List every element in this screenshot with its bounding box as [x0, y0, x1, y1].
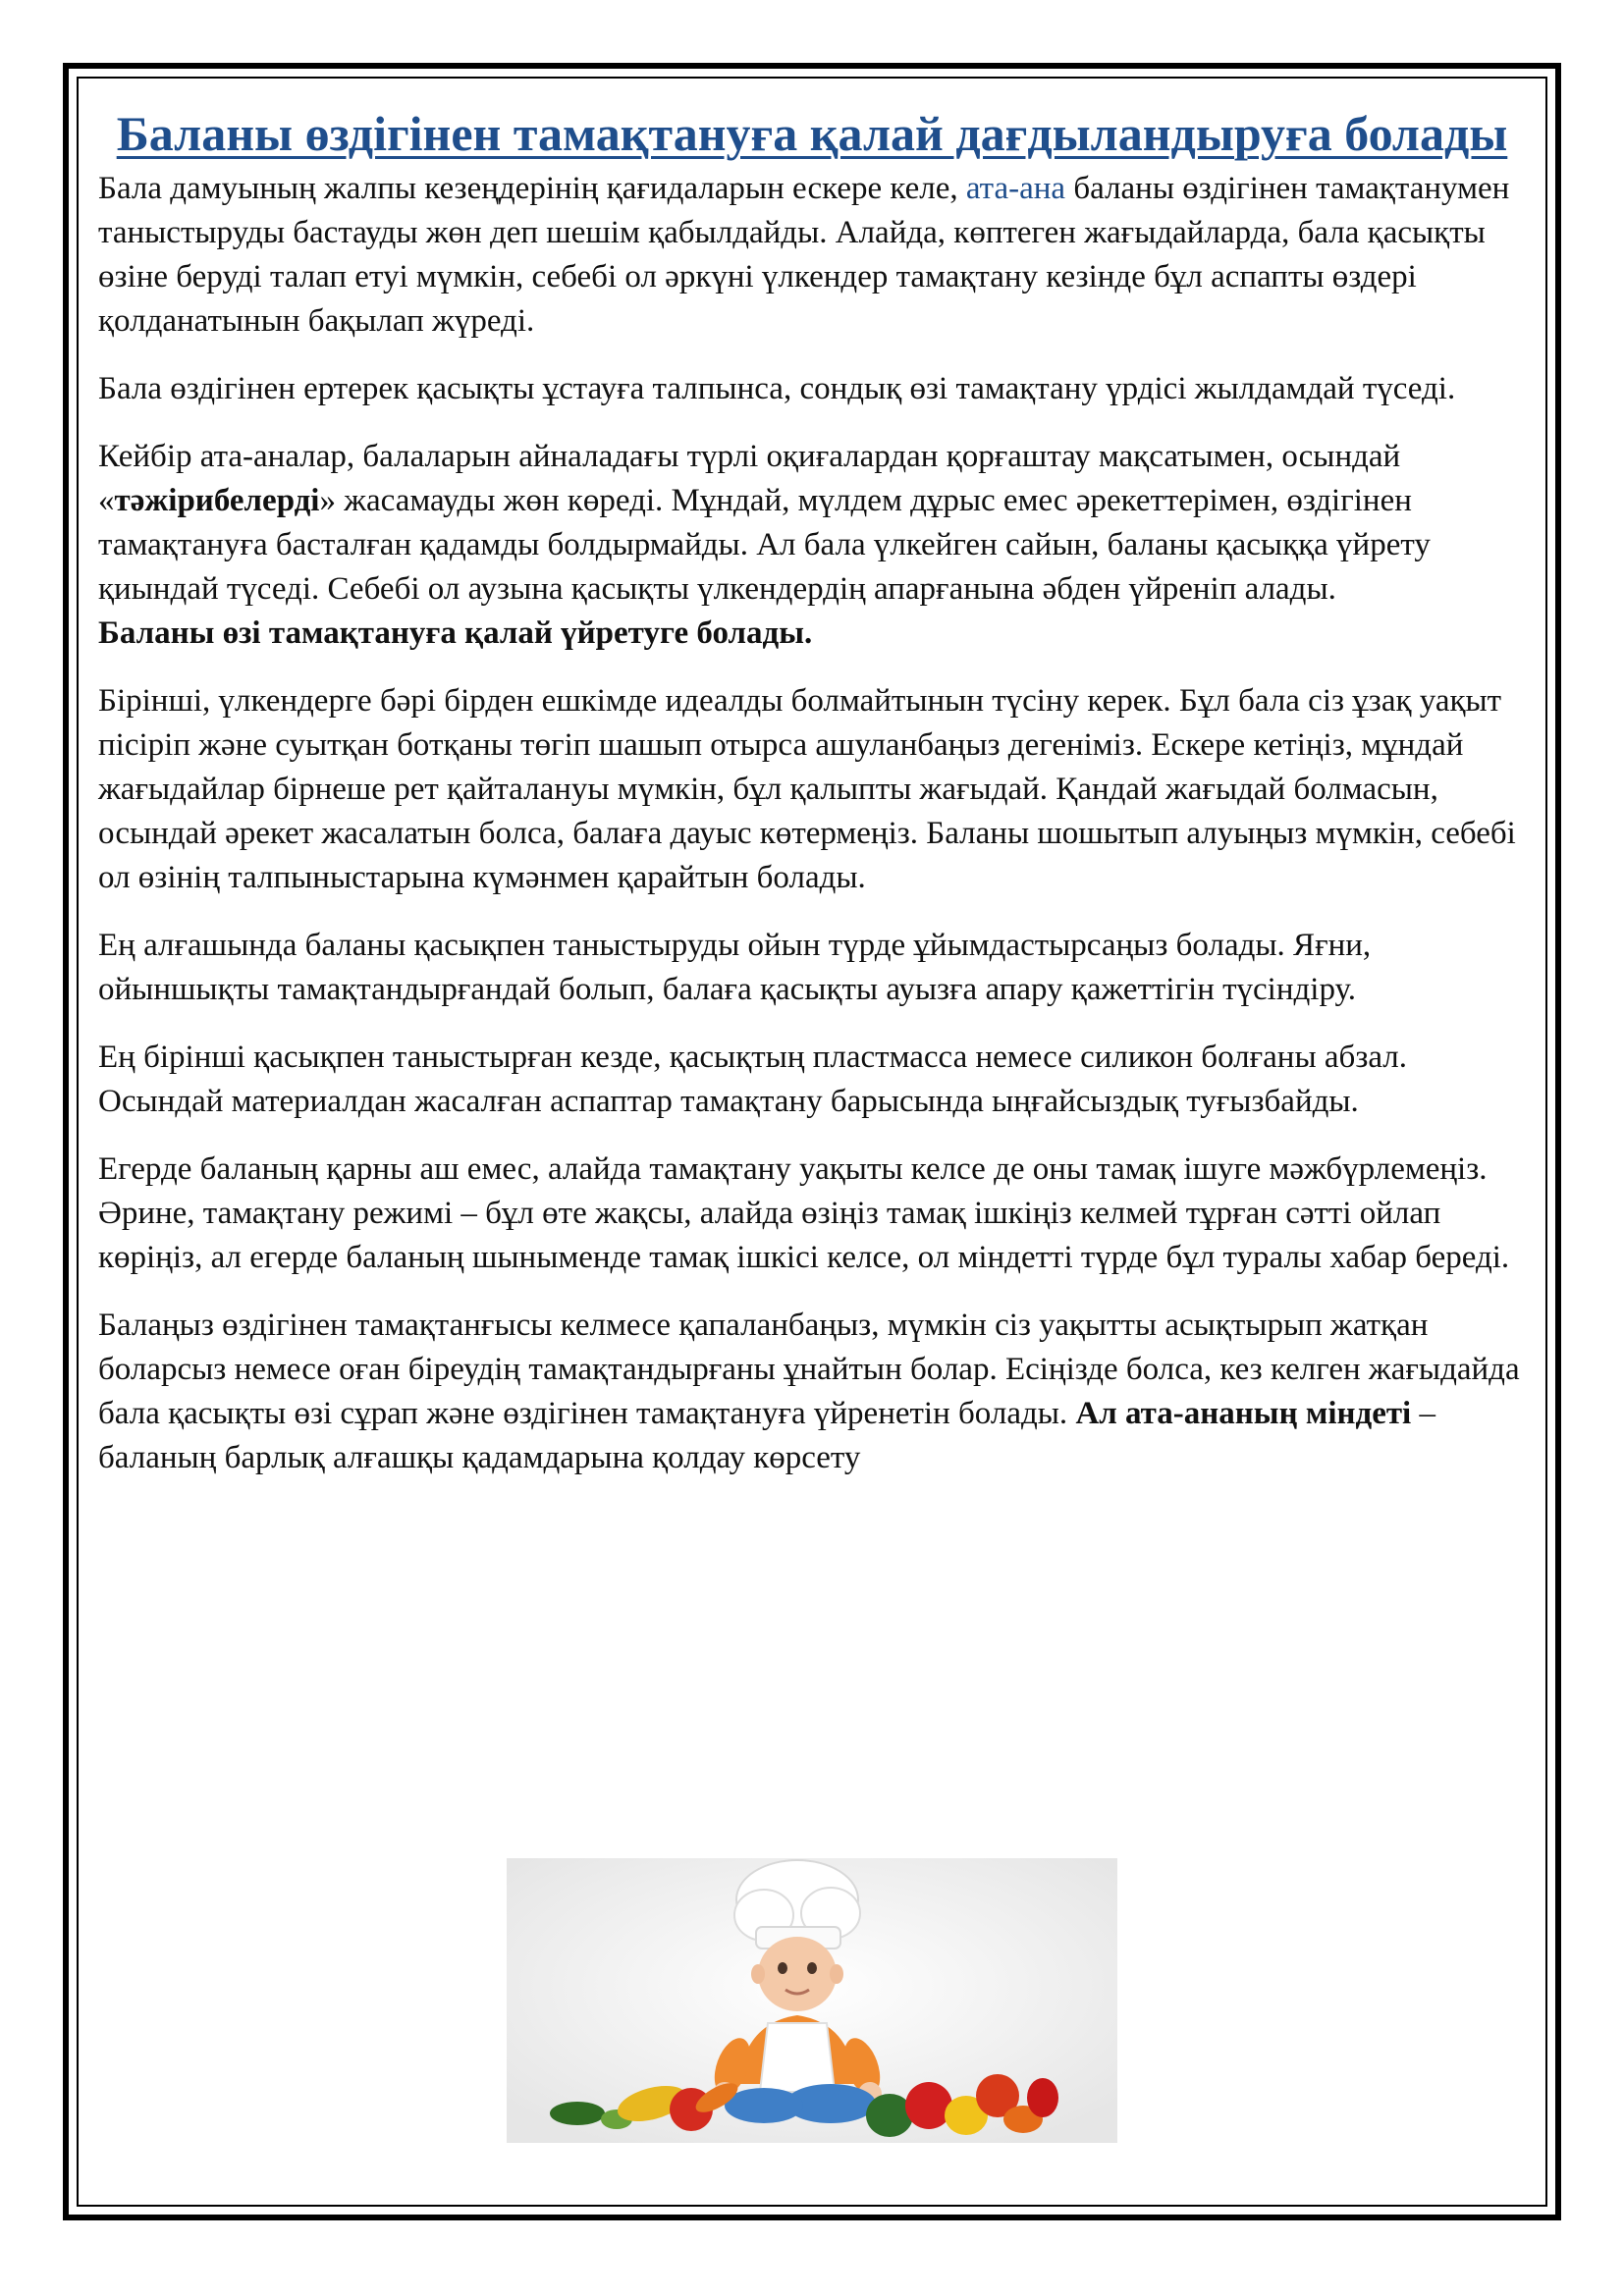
paragraph-1: Бала дамуының жалпы кезеңдерінің қағидаларын ескере келе, ата-ана баланы өздігінен тамақтанумен таныстыруды бастауды жөн деп шешім қабылдайды. Алайда, көптеген жағыдайларда, бала қасықты өзіне беруді талап етуі мүмкін, себебі ол әркүні үлкендер тамақтану кезінде бұл аспапты өздері қолданатынын бақылап жүреді. [98, 171, 1510, 339]
paragraph-4: Бірінші, үлкендерге бәрі бірден ешкімде идеалды болмайтынын түсіну керек. Бұл бала сіз ұзақ уақыт пісіріп және суытқан ботқаны төгіп шашып отырса ашуланбаңыз дегеніміз. Ескере кетіңіз, мұндай жағыдайлар бірнеше рет қайталануы мүмкін, бұл қалыпты жағыдай. Қандай жағыдай болмасын, осындай әрекет жасалатын болса, балаға дауыс көтермеңіз. Баланы шошытып алуыңыз мүмкін, себебі ол өзінің талпыныстарына күмәнмен қарайтын болады. [98, 683, 1516, 895]
page-title: Баланы өздігінен тамақтануға қалай дағдыландыруға болады [116, 106, 1508, 161]
paragraph-2: Бала өздігінен ертерек қасықты ұстауға талпынса, сондық өзі тамақтану үрдісі жылдамдай түседі. [98, 371, 1456, 406]
paragraph-6: Ең бірінші қасықпен таныстырған кезде, қасықтың пластмасса немесе силикон болғаны абзал. Осындай материалдан жасалған аспаптар тамақтану барысында ыңғайсыздық туғызбайды. [98, 1040, 1408, 1119]
baby-chef-with-vegetables-photo [507, 1858, 1117, 2143]
paragraph-3: Кейбір ата-аналар, балаларын айналадағы түрлі оқиғалардан қорғаштау мақсатымен, осындай «тәжірибелерді» жасамауды жөн көреді. Мұндай, мүлдем дұрыс емес әрекеттерімен, өздігінен тамақтануға басталған қадамды болдырмайды. Ал бала үлкейген сайын, баланы қасыққа үйрету қиындай түседі. Себебі ол аузына қасықты үлкендердің апарғанына әбден үйреніп алады. [98, 439, 1431, 607]
paragraph-7: Егерде баланың қарны аш емес, алайда тамақтану уақыты келсе де оны тамақ ішуге мәжбүрлемеңіз. Әрине, тамақтану режимі – бұл өте жақсы, алайда өзіңіз тамақ ішкіңіз келмей тұрған сәтті ойлап көріңіз, ал егерде баланың шыныменде тамақ ішкісі келсе, ол міндетті түрде бұл туралы хабар береді. [98, 1151, 1510, 1275]
document-body [98, 102, 1526, 1504]
paragraph-5: Ең алғашында баланы қасықпен таныстыруды ойын түрде ұйымдастырсаңыз болады. Яғни, ойыншықты тамақтандырғандай болып, балаға қасықты ауызға апару қажеттігін түсіндіру. [98, 928, 1372, 1007]
subheading: Баланы өзі тамақтануға қалай үйретуге болады. [98, 615, 813, 651]
paragraph-8: Балаңыз өздігінен тамақтанғысы келмесе қапаланбаңыз, мүмкін сіз уақытты асықтырып жатқан боларсыз немесе оған біреудің тамақтандырғаны ұнайтын болар. Есіңізде болса, кез келген жағыдайда бала қасықты өзі сұрап және өздігінен тамақтануға үйренетін болады. Ал ата-ананың міндеті – баланың барлық алғашқы қадамдарына қолдау көрсету [98, 1308, 1520, 1475]
ata-ana-link[interactable]: ата-ана [965, 171, 1066, 206]
